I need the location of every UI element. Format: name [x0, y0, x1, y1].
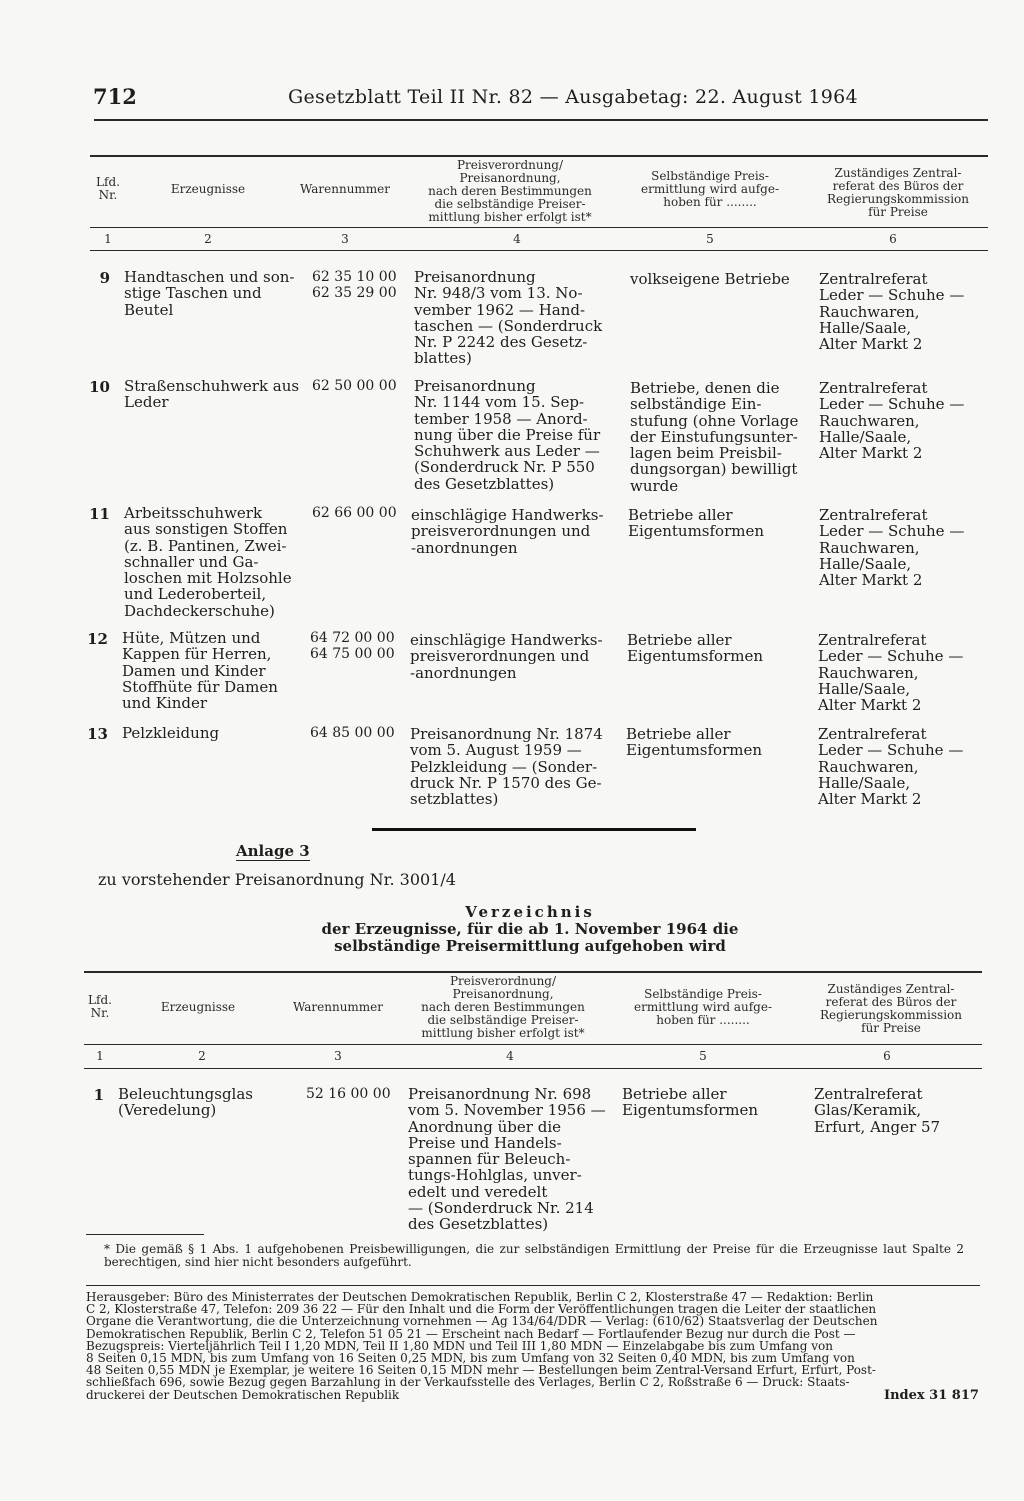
table1-row-zentralreferat: Zentralreferat Leder — Schuhe — Rauchwaren, Halle/Saale, Alter Markt 2	[819, 379, 965, 463]
table1-row-erzeugnisse: Handtaschen und son- stige Taschen und Beutel	[124, 268, 295, 319]
table1-row-nr: 13	[87, 725, 108, 743]
table1-row-aufgehoben: Betriebe aller Eigentumsformen	[628, 506, 765, 541]
anlage-title: Anlage 3	[236, 842, 310, 860]
table1-colnum-4: 4	[513, 232, 521, 246]
table1-row-warennummer: 62 66 00 00	[312, 505, 397, 521]
verzeichnis-line-3: selbständige Preisermittlung aufgehoben wird	[334, 937, 726, 955]
table2-row-nr: 1	[93, 1086, 104, 1104]
table1-row-nr: 12	[87, 630, 108, 648]
table1-row-verordnung: einschlägige Handwerks- preisverordnungen und -anordnungen	[411, 506, 604, 557]
table1-row-nr: 9	[99, 269, 110, 287]
table2-row-verordnung: Preisanordnung Nr. 698 vom 5. November 1956 — Anordnung über die Preise und Handels- spannen für Beleuch- tungs-Hohlglas, unver- edelt und veredelt — (Sonderdruck Nr. 214 des Gesetzblattes)	[408, 1085, 606, 1234]
table2-col-verordnung: Preisverordnung/ Preisanordnung, nach deren Bestimmungen die selbständige Preiser- mittlung bisher erfolgt ist*	[421, 974, 585, 1040]
imprint: Herausgeber: Büro des Ministerrates der Deutschen Demokratischen Republik, Berlin C 2, Klosterstraße 47 — Redaktion: Berlin C 2, Klosterstraße 47, Telefon: 209 36 22 — Für den Inhalt und die Form der Veröffentlichungen tragen die Leiter der staatlichen Organe die Verantwortung, die die Unterzeichnung vornehmen — Ag 134/64/DDR — Verlag: (610/62) Staatsverlag der Deutschen Demokratischen Republik, Berlin C 2, Telefon 51 05 21 — Erscheint nach Bedarf — Fortlaufender Bezug nur durch die Post — Bezugspreis: Vierteljährlich Teil I 1,20 MDN, Teil II 1,80 MDN und Teil III 1,80 MDN — Einzelabgabe bis zum Umfang von 8 Seiten 0,15 MDN, bis zum Umfang von 16 Seiten 0,25 MDN, bis zum Umfang von 32 Seiten 0,40 MDN, bis zum Umfang von 48 Seiten 0,55 MDN je Exemplar, je weitere 16 Seiten 0,15 MDN mehr — Bestellungen beim Zentral-Versand Erfurt, Erfurt, Post- schließfach 696, sowie Bezug gegen Barzahlung in der Verkaufsstelle des Verlages, Berlin C 2, Roßstraße 6 — Druck: Staats- druckerei der Deutschen Demokratischen Republik	[86, 1290, 878, 1402]
table1-row-erzeugnisse: Straßenschuhwerk aus Leder	[124, 377, 300, 412]
table1-col-verordnung: Preisverordnung/ Preisanordnung, nach deren Bestimmungen die selbständige Preiser- mittlung bisher erfolgt ist*	[428, 158, 592, 224]
table1-row-aufgehoben: Betriebe, denen die selbständige Ein- stufung (ohne Vorlage der Einstufungsunter- lagen beim Preisbil- dungsorgan) bewilligt wurde	[630, 379, 799, 495]
section-separator-rule	[372, 828, 696, 831]
table1-row-erzeugnisse: Pelzkleidung	[122, 724, 220, 742]
verzeichnis-title	[300, 904, 760, 955]
table2-col-lfd: Lfd. Nr.	[88, 993, 112, 1020]
verzeichnis-line-2: der Erzeugnisse, für die ab 1. November 1964 die	[321, 920, 739, 938]
verzeichnis-heading: Verzeichnis	[465, 903, 595, 921]
table1-header-rule	[90, 227, 988, 228]
table2-row-aufgehoben: Betriebe aller Eigentumsformen	[622, 1085, 759, 1120]
table1-row-verordnung: Preisanordnung Nr. 1144 vom 15. Sep- tember 1958 — Anord- nung über die Preise für Schuhwerk aus Leder — (Sonderdruck Nr. P 550 des Gesetzblattes)	[414, 377, 601, 493]
table2-colnum-3: 3	[334, 1049, 342, 1063]
table1-row-verordnung: einschlägige Handwerks- preisverordnungen und -anordnungen	[410, 631, 603, 682]
table1-row-nr: 10	[89, 378, 110, 396]
table2-colnum-rule	[84, 1068, 982, 1069]
table2-top-rule	[84, 971, 982, 973]
table1-row-verordnung: Preisanordnung Nr. 948/3 vom 13. No- vember 1962 — Hand- taschen — (Sonderdruck Nr. P 2242 des Gesetz- blattes)	[414, 268, 603, 368]
table2-colnum-5: 5	[699, 1049, 707, 1063]
table1-row-zentralreferat: Zentralreferat Leder — Schuhe — Rauchwaren, Halle/Saale, Alter Markt 2	[818, 725, 964, 809]
table2-col-warennummer: Warennummer	[292, 1000, 384, 1014]
table1-row-aufgehoben: volkseigene Betriebe	[630, 270, 790, 288]
table1-colnum-3: 3	[341, 232, 349, 246]
table1-row-verordnung: Preisanordnung Nr. 1874 vom 5. August 1959 — Pelzkleidung — (Sonder- druck Nr. P 1570 des Ge- setzblattes)	[410, 725, 603, 809]
anlage-subtitle: zu vorstehender Preisanordnung Nr. 3001/4	[98, 870, 456, 889]
table2-row-warennummer: 52 16 00 00	[306, 1086, 391, 1102]
table1-colnum-rule	[90, 250, 988, 251]
table1-col-erzeugnisse: Erzeugnisse	[170, 182, 246, 196]
footnote-rule	[86, 1234, 204, 1235]
table2-colnum-2: 2	[198, 1049, 206, 1063]
table2-colnum-1: 1	[96, 1049, 104, 1063]
table1-row-warennummer: 64 85 00 00	[310, 725, 395, 741]
table1-colnum-1: 1	[104, 232, 112, 246]
table1-col-zentralreferat: Zuständiges Zentral- referat des Büros der Regierungskommission für Preise	[827, 166, 969, 219]
imprint-rule	[86, 1285, 980, 1286]
table1-colnum-2: 2	[204, 232, 212, 246]
table2-row-zentralreferat: Zentralreferat Glas/Keramik, Erfurt, Anger 57	[814, 1085, 941, 1136]
table1-col-aufgehoben: Selbständige Preis- ermittlung wird aufge- hoben für ........	[641, 169, 779, 209]
table1-row-zentralreferat: Zentralreferat Leder — Schuhe — Rauchwaren, Halle/Saale, Alter Markt 2	[818, 631, 964, 715]
table1-row-zentralreferat: Zentralreferat Leder — Schuhe — Rauchwaren, Halle/Saale, Alter Markt 2	[819, 506, 965, 590]
table1-row-erzeugnisse: Hüte, Mützen und Kappen für Herren, Damen und Kinder Stoffhüte für Damen und Kinder	[122, 629, 278, 713]
table2-col-erzeugnisse: Erzeugnisse	[160, 1000, 236, 1014]
table1-row-nr: 11	[89, 505, 110, 523]
table1-row-zentralreferat: Zentralreferat Leder — Schuhe — Rauchwaren, Halle/Saale, Alter Markt 2	[819, 270, 965, 354]
table1-top-rule	[90, 155, 988, 157]
table2-col-aufgehoben: Selbständige Preis- ermittlung wird aufge- hoben für ........	[634, 987, 772, 1027]
table1-colnum-6: 6	[889, 232, 897, 246]
table1-row-erzeugnisse: Arbeitsschuhwerk aus sonstigen Stoffen (z. B. Pantinen, Zwei- schnaller und Ga- loschen mit Holzsohle und Lederoberteil, Dachdeckerschuhe)	[124, 504, 292, 620]
table1-row-aufgehoben: Betriebe aller Eigentumsformen	[627, 631, 764, 666]
table1-row-warennummer: 64 72 00 00 64 75 00 00	[310, 630, 395, 663]
table2-col-zentralreferat: Zuständiges Zentral- referat des Büros der Regierungskommission für Preise	[820, 982, 962, 1035]
table1-row-warennummer: 62 50 00 00	[312, 378, 397, 394]
table2-colnum-6: 6	[883, 1049, 891, 1063]
table1-colnum-5: 5	[706, 232, 714, 246]
table2-colnum-4: 4	[506, 1049, 514, 1063]
running-header: Gesetzblatt Teil II Nr. 82 — Ausgabetag: 22. August 1964	[288, 86, 858, 108]
header-rule	[94, 119, 988, 121]
index-number: Index 31 817	[884, 1388, 979, 1403]
table1-row-aufgehoben: Betriebe aller Eigentumsformen	[626, 725, 763, 760]
table1-row-warennummer: 62 35 10 00 62 35 29 00	[312, 269, 397, 302]
page-number: 712	[93, 84, 137, 109]
footnote: * Die gemäß § 1 Abs. 1 aufgehobenen Preisbewilligungen, die zur selbständigen Ermittlung der Preise für die Erzeugnisse laut Spalte 2 berechtigen, sind hier nicht besonders aufgeführt.	[104, 1242, 964, 1269]
table2-row-erzeugnisse: Beleuchtungsglas (Veredelung)	[118, 1085, 253, 1120]
table1-col-lfd: Lfd. Nr.	[96, 175, 120, 202]
table2-header-rule	[84, 1044, 982, 1045]
table1-col-warennummer: Warennummer	[299, 182, 391, 196]
